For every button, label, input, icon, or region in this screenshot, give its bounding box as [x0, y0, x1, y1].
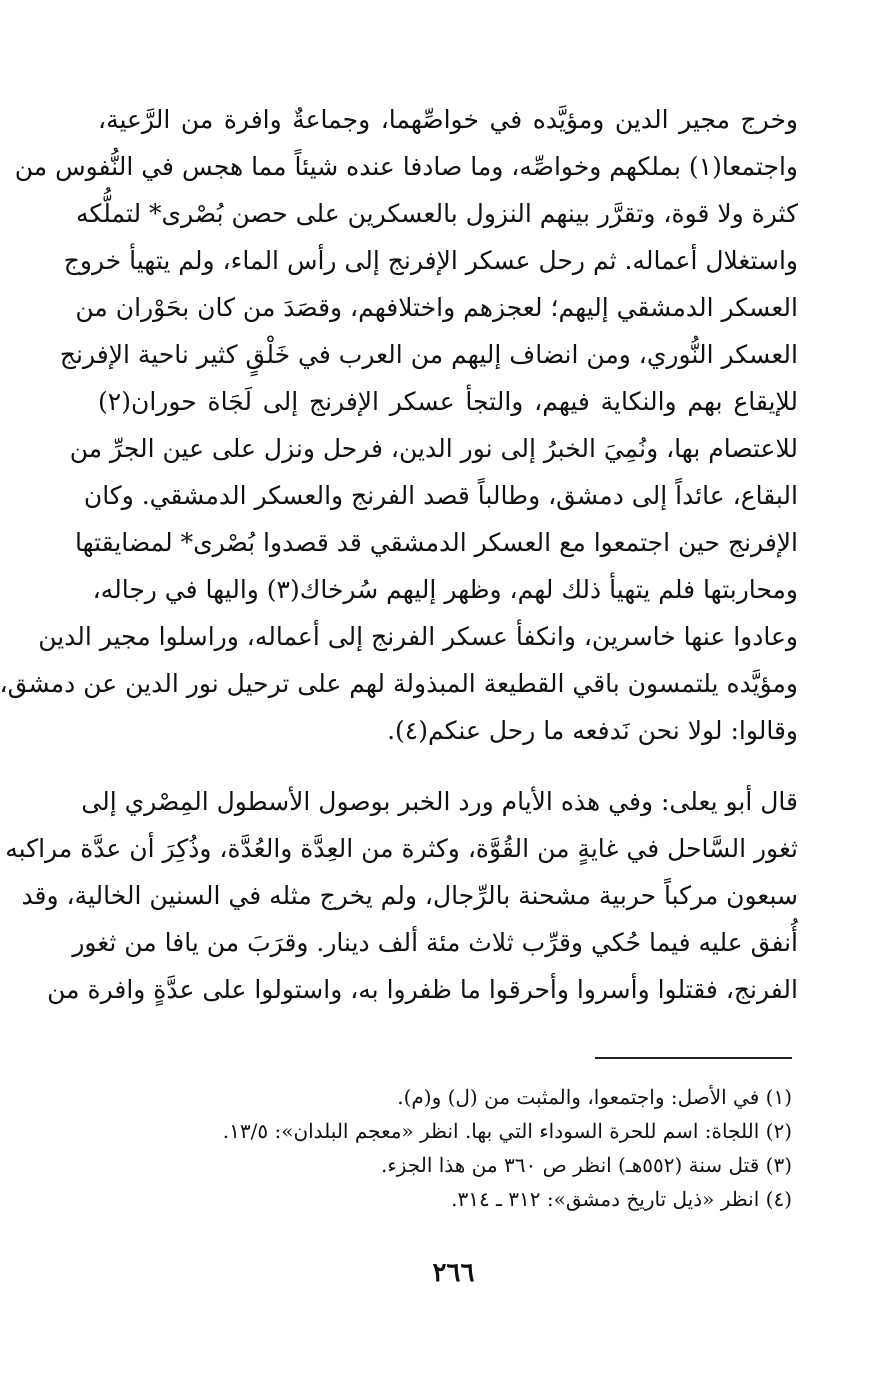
- footnote-separator: [595, 1057, 792, 1059]
- text-line: العسكر النُّوري، ومن انضاف إليهم من العرب في خَلْقٍ كثير ناحية الإفرنج: [59, 340, 798, 369]
- main-text: [0, 96, 799, 1013]
- paragraph-2: [5, 778, 798, 1013]
- paragraph-1: [0, 96, 799, 754]
- text-line: واستغلال أعماله. ثم رحل عسكر الإفرنج إلى رأس الماء، ولم يتهيأ خروج: [63, 246, 798, 275]
- footnote: (٣) قتل سنة (٥٥٢هـ) انظر ص ٣٦٠ من هذا الجزء.: [381, 1153, 792, 1177]
- text-line: ومحاربتها فلم يتهيأ ذلك لهم، وظهر إليهم سُرخاك(٣) واليها في رجاله،: [92, 575, 798, 604]
- page-number: ٢٦٦: [432, 1258, 475, 1288]
- text-line: كثرة ولا قوة، وتقرَّر بينهم النزول بالعسكرين على حصن بُصْرى* لتملُّكه: [76, 199, 798, 228]
- text-line: ثغور السَّاحل في غايةٍ من القُوَّة، وكثرة من العِدَّة والعُدَّة، وذُكِرَ أن عدَّة مراكبه: [5, 834, 798, 863]
- text-line: الإفرنج حين اجتمعوا مع العسكر الدمشقي قد قصدوا بُصْرى* لمضايقتها: [75, 528, 798, 557]
- text-line: أُنفق عليه فيما حُكي وقرِّب ثلاث مئة ألف دينار. وقرَبَ من يافا من ثغور: [72, 928, 798, 957]
- text-line: للإيقاع بهم والنكاية فيهم، والتجأ عسكر الإفرنج إلى لَجَاة حوران(٢): [98, 387, 799, 416]
- text-line: البقاع، عائداً إلى دمشق، وطالباً قصد الفرنج والعسكر الدمشقي. وكان: [83, 481, 798, 510]
- text-line: واجتمعا(١) بملكهم وخواصِّه، وما صادفا عنده شيئاً مما هجس في النُّفوس من: [14, 152, 798, 181]
- text-line: وخرج مجير الدين ومؤيَّده في خواصِّهما، وجماعةٌ وافرة من الرَّعية،: [98, 105, 798, 134]
- text-line: سبعون مركباً حربية مشحنة بالرِّجال، ولم يخرج مثله في السنين الخالية، وقد: [21, 881, 798, 910]
- text-line: الفرنج، فقتلوا وأسروا وأحرقوا ما ظفروا به، واستولوا على عدَّةٍ وافرة من: [47, 975, 798, 1004]
- footnote: (٤) انظر «ذيل تاريخ دمشق»: ٣١٢ ـ ٣١٤.: [451, 1187, 792, 1211]
- text-line: وعادوا عنها خاسرين، وانكفأ عسكر الفرنج إلى أعماله، وراسلوا مجير الدين: [38, 622, 798, 651]
- text-line: قال أبو يعلى: وفي هذه الأيام ورد الخبر بوصول الأسطول المِصْري إلى: [81, 787, 798, 816]
- footnote: (٢) اللجاة: اسم للحرة السوداء التي بها. انظر «معجم البلدان»: ١٣/٥.: [222, 1119, 792, 1143]
- text-line: وقالوا: لولا نحن نَدفعه ما رحل عنكم(٤).: [387, 716, 798, 745]
- text-line: العسكر الدمشقي إليهم؛ لعجزهم واختلافهم، وقصَدَ من كان بحَوْران من: [75, 293, 798, 322]
- footnote: (١) في الأصل: واجتمعوا، والمثبت من (ل) و(م).: [397, 1085, 792, 1109]
- footnotes: [112, 1080, 792, 1216]
- text-line: للاعتصام بها، ونُمِيَ الخبرُ إلى نور الدين، فرحل ونزل على عين الجرِّ من: [69, 434, 798, 463]
- text-line: ومؤيَّده يلتمسون باقي القطيعة المبذولة لهم على ترحيل نور الدين عن دمشق،: [0, 669, 798, 698]
